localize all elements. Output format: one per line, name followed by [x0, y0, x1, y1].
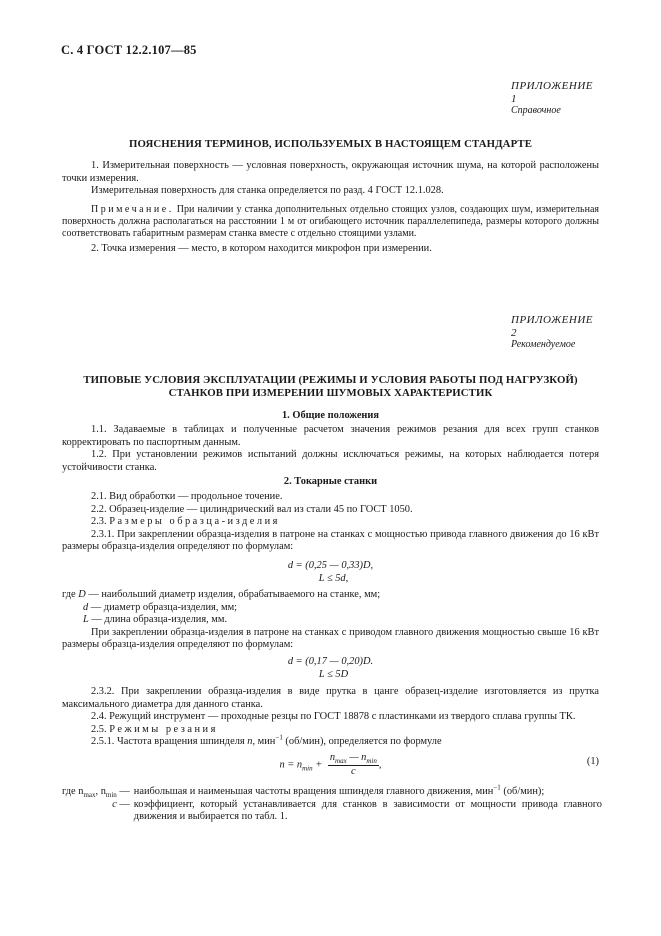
paragraph: 2.2. Образец-изделие — цилиндрический вал из стали 45 по ГОСТ 1050. — [91, 503, 413, 515]
symbol: d — [83, 601, 89, 613]
appendix-2-title: ПРИЛОЖЕНИЕ 2 — [511, 314, 593, 339]
paragraph: 1. Измерительная поверхность — условная поверхность, окружающая источник шума, на которой расположены точки измерения. — [62, 160, 599, 184]
subsection-2-title: 2. Токарные станки — [283, 476, 378, 487]
item-number: 2.5. — [91, 723, 110, 735]
note-text: При наличии у станка дополнительных отдельно стоящих узлов, создающих шум, измерительная поверхность должна располагаться на расстоянии 1 м от огибающего источник параллелепипеда, размеры которого должны соответствовать габаритным размерам станка вместе с отдельно стоящими узлами. — [62, 203, 599, 239]
formula-part: — n — [346, 752, 367, 763]
subsection-1-body — [62, 424, 599, 474]
superscript: −1 — [493, 783, 501, 792]
def-prefix: где — [62, 589, 79, 600]
text: (об/мин), определяется по формуле — [282, 736, 442, 748]
spaced-heading: Размеры образца-изделия — [109, 516, 280, 528]
dash: — — [116, 798, 130, 810]
subscript: min — [302, 764, 313, 773]
superscript: −1 — [275, 733, 283, 742]
dash: — — [116, 786, 130, 797]
definition — [62, 589, 599, 602]
subscript: max — [335, 757, 347, 766]
definition-row — [62, 799, 602, 824]
note-label: Примечание. — [91, 203, 174, 215]
formula-part: n — [329, 752, 336, 763]
appendix-1-label — [511, 80, 599, 118]
definition-text: — наибольший диаметр изделия, обрабатываемого на станке, мм; — [85, 589, 381, 600]
paragraph — [62, 733, 599, 749]
definition-row — [62, 786, 602, 799]
text: наибольшая и наименьшая частоты вращения шпинделя главного движения, мин — [133, 786, 494, 797]
symbol: L — [83, 614, 89, 626]
appendix-2-label — [511, 314, 599, 352]
section-2-title-line: ТИПОВЫЕ УСЛОВИЯ ЭКСПЛУАТАЦИИ (РЕЖИМЫ И УСЛОВИЯ РАБОТЫ ПОД НАГРУЗКОЙ) — [83, 374, 578, 386]
paragraph: 2.4. Режущий инструмент — проходные резцы по ГОСТ 18878 с пластинками из твердого сплава группы ТК. — [91, 711, 576, 723]
symbol: D — [78, 589, 86, 600]
formula-2 — [62, 656, 599, 681]
formula-part: n = n — [279, 759, 303, 771]
appendix-2-subtitle: Рекомендуемое — [511, 339, 576, 351]
paragraph: При закреплении образца-изделия в патроне на станках с приводом главного движения мощностью свыше 16 кВт размеры образца-изделия определяют по формулам: — [62, 626, 599, 651]
definition-symbol — [62, 786, 130, 799]
paragraph: 2. Точка измерения — место, в котором находится микрофон при измерении. — [91, 242, 432, 254]
formula-line: d = (0,17 — 0,20)D. — [287, 656, 374, 667]
definition-text: — длина образца-изделия, мм. — [88, 614, 228, 626]
note-paragraph — [62, 204, 599, 240]
appendix-1-title: ПРИЛОЖЕНИЕ 1 — [511, 80, 593, 105]
paragraph: 1.2. При установлении режимов испытаний должны исключаться режимы, на которых наблюдается потеря устойчивости станка. — [62, 449, 599, 473]
paragraph: 2.3.2. При закреплении образца-изделия в виде прутка в цанге образец-изделие изготовляется из прутка максимального диаметра для данного станка. — [62, 686, 599, 710]
paragraph: 2.1. Вид обработки — продольное точение. — [91, 491, 283, 502]
denominator: c — [351, 765, 356, 777]
symbol: , n — [95, 786, 106, 797]
paragraph: 2.3.1. При закреплении образца-изделия в патроне на станках с мощностью привода главного движения до 16 кВт размеры образца-изделия определяют по формулам: — [62, 528, 599, 553]
subscript: min — [105, 791, 117, 800]
subscript: max — [83, 791, 96, 800]
spaced-heading: Режимы резания — [109, 723, 218, 735]
paragraph: 1.1. Задаваемые в таблицах и полученные расчетом значения режимов резания для всех групп станков корректировать по паспортным данным. — [62, 424, 599, 448]
definition-text: — диаметр образца-изделия, мм; — [88, 601, 238, 613]
definitions-1 — [62, 589, 599, 652]
formula-line: L ≤ 5d, — [318, 572, 349, 584]
numerator — [328, 752, 379, 766]
section-2-title — [62, 374, 599, 400]
definition — [62, 602, 599, 615]
formula-line: L ≤ 5D — [318, 668, 349, 680]
definition-text — [130, 783, 602, 799]
formula-line: d = (0,25 — 0,33)D, — [287, 560, 374, 571]
item-number: 2.3. — [91, 516, 110, 528]
definitions-2 — [62, 783, 602, 824]
section-1-title: ПОЯСНЕНИЯ ТЕРМИНОВ, ИСПОЛЬЗУЕМЫХ В НАСТОЯЩЕМ СТАНДАРТЕ — [128, 138, 533, 150]
fraction — [328, 752, 379, 778]
subsection-2-body-continued — [62, 686, 599, 749]
text: , мин — [252, 736, 276, 748]
page-header: С. 4 ГОСТ 12.2.107—85 — [61, 43, 197, 57]
subscript: min — [366, 757, 377, 766]
appendix-1-subtitle: Справочное — [511, 105, 561, 117]
definitions-table — [62, 783, 602, 824]
equation-number: (1) — [586, 756, 599, 767]
formula-3 — [62, 752, 599, 778]
subsection-1-title: 1. Общие положения — [281, 410, 380, 421]
definition-text: коэффициент, который устанавливается для станков в зависимости от мощности привода главного движения и выбирается по табл. 1. — [133, 798, 602, 823]
symbol: где n — [62, 786, 84, 797]
symbol: n — [247, 736, 253, 748]
symbol: c — [112, 798, 117, 810]
section-2-title-line: СТАНКОВ ПРИ ИЗМЕРЕНИИ ШУМОВЫХ ХАРАКТЕРИСТИК — [168, 387, 493, 399]
paragraph — [62, 724, 599, 737]
formula-1 — [62, 560, 599, 585]
text: (об/мин); — [500, 786, 545, 797]
definition — [62, 614, 599, 627]
paragraph: Измерительная поверхность для станка определяется по разд. 4 ГОСТ 12.1.028. — [91, 185, 444, 197]
formula-part: + — [312, 759, 325, 771]
text: 2.5.1. Частота вращения шпинделя — [91, 736, 248, 748]
formula-part: , — [378, 759, 382, 771]
subsection-2-body — [62, 491, 599, 554]
paragraph — [62, 516, 599, 529]
definition-symbol — [62, 799, 130, 824]
section-1-body — [62, 160, 599, 255]
